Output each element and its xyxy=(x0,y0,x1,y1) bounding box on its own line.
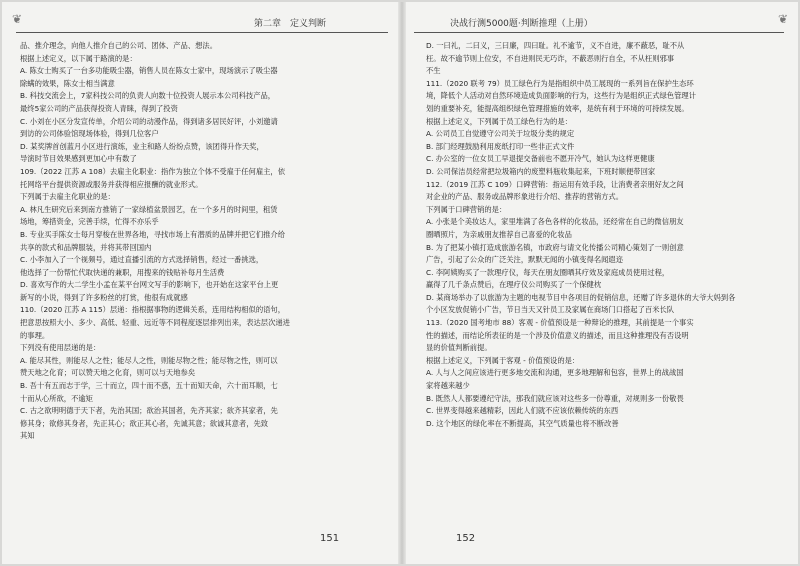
text-line: 110.（2020 江苏 A 115）层递：指根据事物的逻辑关系，连用结构相似的语句， xyxy=(20,305,286,315)
text-line: 显的价值判断前提。 xyxy=(426,343,492,353)
text-line: 共享的款式和品牌服装，并将其带回国内 xyxy=(20,242,152,252)
right-page-header: 决战行测5000题·判断推理（上册） xyxy=(450,19,593,29)
text-line: 个小区发放促销小广告，节日当天又针员工及家属在商场门口搭起了百米长队 xyxy=(426,305,675,315)
text-line: 赢得了几千条点赞后，在理疗仪公司购买了一个保健枕 xyxy=(426,280,602,290)
text-line: C. 古之欲明明德于天下者，先治其国；欲治其国者，先齐其家；欲齐其家者，先 xyxy=(20,406,278,416)
leaf-ornament-icon: ❦ xyxy=(777,12,788,26)
text-line: 修其身；欲修其身者，先正其心；欲正其心者，先诚其意；欲诚其意者，先致 xyxy=(20,418,269,428)
text-line: 赞天地之化育；可以赞天地之化育，则可以与天地参矣 xyxy=(20,368,196,378)
text-line: B. 吾十有五而志于学，三十而立，四十而不惑，五十而知天命，六十而耳顺，七 xyxy=(20,381,278,391)
text-line: D. 这个地区的绿化率在不断提高，其空气质量也将不断改善 xyxy=(426,418,619,428)
text-line: 下列属于去雇主化职业的是： xyxy=(20,192,115,202)
text-line: B. 科技交流会上，7家科技公司的负责人向数十位投资人展示本公司科技产品， xyxy=(20,91,276,101)
text-line: B. 专业买手陈女士每月穿梭在世界各地，寻找市场上有潜质的品牌并把它们推介给 xyxy=(20,229,286,239)
text-line: A. 公司员工自觉遵守公司关于垃圾分类的规定 xyxy=(426,129,575,139)
text-line: B. 既然人人都要遵纪守法，那我们就应该对这些多一份尊重，对规则多一份敬畏 xyxy=(426,393,684,403)
text-line: 十而从心所欲，不逾矩 xyxy=(20,393,93,403)
text-line: A. 小张是个美妆达人，家里堆满了各色各样的化妆品，还经常在自己的微信朋友 xyxy=(426,217,684,227)
text-line: 下列属于口碑营销的是： xyxy=(426,204,507,214)
left-page-header: 第二章 定义判断 xyxy=(253,19,326,29)
text-line: D. 喜欢写作的大二学生小孟在某平台网文写手的影响下，也开始在这家平台上更 xyxy=(20,280,279,290)
text-line: 不生 xyxy=(426,66,441,76)
text-line: 到访的公司体验馆现场体验，得到几位客户 xyxy=(20,129,159,139)
text-line: 境，降低个人活动对自然环境造成负面影响的行为，这些行为是组织正式绿色管理计 xyxy=(426,91,696,101)
text-line: B. 部门经理鼓励利用废纸打印一些非正式文件 xyxy=(426,141,575,151)
right-page-number: 152 xyxy=(456,533,476,544)
text-line: 根据上述定义，以下属于路演的是： xyxy=(20,53,137,63)
left-page-text xyxy=(20,40,386,443)
text-line: A. 林凡生研究后来到南方推销了一家绿植盆景园艺，在一个多月的时间里，租赁 xyxy=(20,204,278,214)
right-page xyxy=(406,2,798,564)
text-line: 他选择了一份帮忙代取快递的兼职，用搜来的钱贴补每月生活费 xyxy=(20,267,225,277)
text-line: 111.（2020 联考 79）员工绿色行为是指组织中员工展现的一系列旨在保护生态环 xyxy=(426,78,694,88)
text-line: 圈晒照片，为亲戚朋友推荐自己喜爱的化妆品 xyxy=(426,229,572,239)
text-line: 对企业的产品、服务或品牌形象进行介绍、推荐的营销方式。 xyxy=(426,192,624,202)
text-line: 场地，筹措资金，完善手续，忙得不亦乐乎 xyxy=(20,217,159,227)
text-line: C. 李阿姨购买了一款理疗仪，每天在朋友圈晒其疗效及家庭成员使用过程， xyxy=(426,267,670,277)
text-line: D. 一曰礼，二曰义，三曰廉，四曰耻。礼不逾节，义不自进，廉不蔽恶，耻不从 xyxy=(426,41,685,50)
text-line: 把意思按照大小、多少、高低、轻重、远近等不同程度逐层排列出来，表达层次递进 xyxy=(20,318,290,328)
text-line: 113.（2020 国考地市 88）客观 - 价值预设是一种辩论的推理，其前提是一个事实 xyxy=(426,318,694,328)
text-line: C. 小李加入了一个视频号，通过直播引流的方式选择销售，经过一番挑选， xyxy=(20,255,264,265)
text-line: 109.（2022 江苏 A 108）去雇主化职业：指作为独立个体不受雇于任何雇主，依 xyxy=(20,166,286,176)
text-line: C. 小刘在小区分发宣传单，介绍公司的动漫作品，得到诸多居民好评，小刘邀请 xyxy=(20,116,278,126)
text-line: D. 公司保洁员经常把垃圾箱内的废塑料瓶收集起来，下班时顺便带回家 xyxy=(426,166,656,176)
text-line: 其知 xyxy=(20,431,35,441)
text-line: 112.（2019 江苏 C 109）口碑营销：指运用有效手段，让消费者亲朋好友之间 xyxy=(426,179,684,189)
text-line: 家将越来越少 xyxy=(426,381,470,391)
text-line: 根据上述定义，下列属于员工绿色行为的是： xyxy=(426,116,572,126)
book-spread xyxy=(2,2,798,564)
text-line: 最终5家公司的产品获得投资人青睐，得到了投资 xyxy=(20,103,178,113)
right-header-rule xyxy=(414,32,784,33)
text-line: 划的重要补充，能提高组织绿色管理措施的效率，是统有利于环境的可持续发展。 xyxy=(426,103,689,113)
text-line: 新写的小说，得到了许多粉丝的打赏，他很有成就感 xyxy=(20,292,188,302)
text-line: D. 某商场举办了以旅游为主题的电视节目中各项目的促销信息，还赠了许多退休的大爷大妈到各 xyxy=(426,292,736,302)
text-line: 品、推介理念，向他人推介自己的公司、团体、产品、想法。 xyxy=(20,41,218,50)
text-line: 广告，引起了公众的广泛关注，默默无闻的小镇变得名闻遐迩 xyxy=(426,255,624,265)
text-line: 的事理。 xyxy=(20,330,50,340)
left-page xyxy=(2,2,398,564)
left-page-number: 151 xyxy=(320,533,340,544)
book-gutter xyxy=(398,2,406,564)
text-line: A. 人与人之间应该进行更多地交流和沟通，更多地理解和包容，世界上的战战国 xyxy=(426,368,684,378)
text-line: C. 办公室的一位女员工早退提交备前也不愿开冷气，她认为这样更健康 xyxy=(426,154,655,164)
text-line: 托网络平台提供资源或服务并获得相应报酬的就业形式。 xyxy=(20,179,203,189)
text-line: D. 某奖牌首创蓝月小区进行演练，业主和路人纷纷点赞，该团得升作天奖， xyxy=(20,141,264,151)
right-page-text xyxy=(426,40,784,430)
text-line: A. 能尽其性，则能尽人之性；能尽人之性，则能尽物之性；能尽物之性，则可以 xyxy=(20,355,278,365)
text-line: 枉。故不逾节则上位安，不自进则民无巧诈，不蔽恶则行自全，不从枉则邪事 xyxy=(426,53,675,63)
left-header-rule xyxy=(16,32,388,33)
leaf-ornament-icon: ❦ xyxy=(12,12,23,26)
text-line: C. 世界变得越来越精彩，因此人们就不应该依赖传统的东西 xyxy=(426,406,619,416)
text-line: 除螨的效果，陈女士相当满意 xyxy=(20,78,115,88)
text-line: B. 为了把某小镇打造成旅游名镇，市政府与请文化传播公司精心策划了一则创意 xyxy=(426,242,684,252)
text-line: 根据上述定义，下列属于客观 - 价值预设的是： xyxy=(426,355,580,365)
text-line: A. 陈女士购买了一台多功能吸尘器，销售人员在陈女士家中，现场演示了吸尘器 xyxy=(20,66,278,76)
text-line: 下列没有使用层递的是： xyxy=(20,343,101,353)
text-line: 导演时节目效果感到更加心中有数了 xyxy=(20,154,137,164)
text-line: 性的描述，而结论所表征的是一个涉及价值意义的描述，而且这种推理没有否设明 xyxy=(426,330,689,340)
